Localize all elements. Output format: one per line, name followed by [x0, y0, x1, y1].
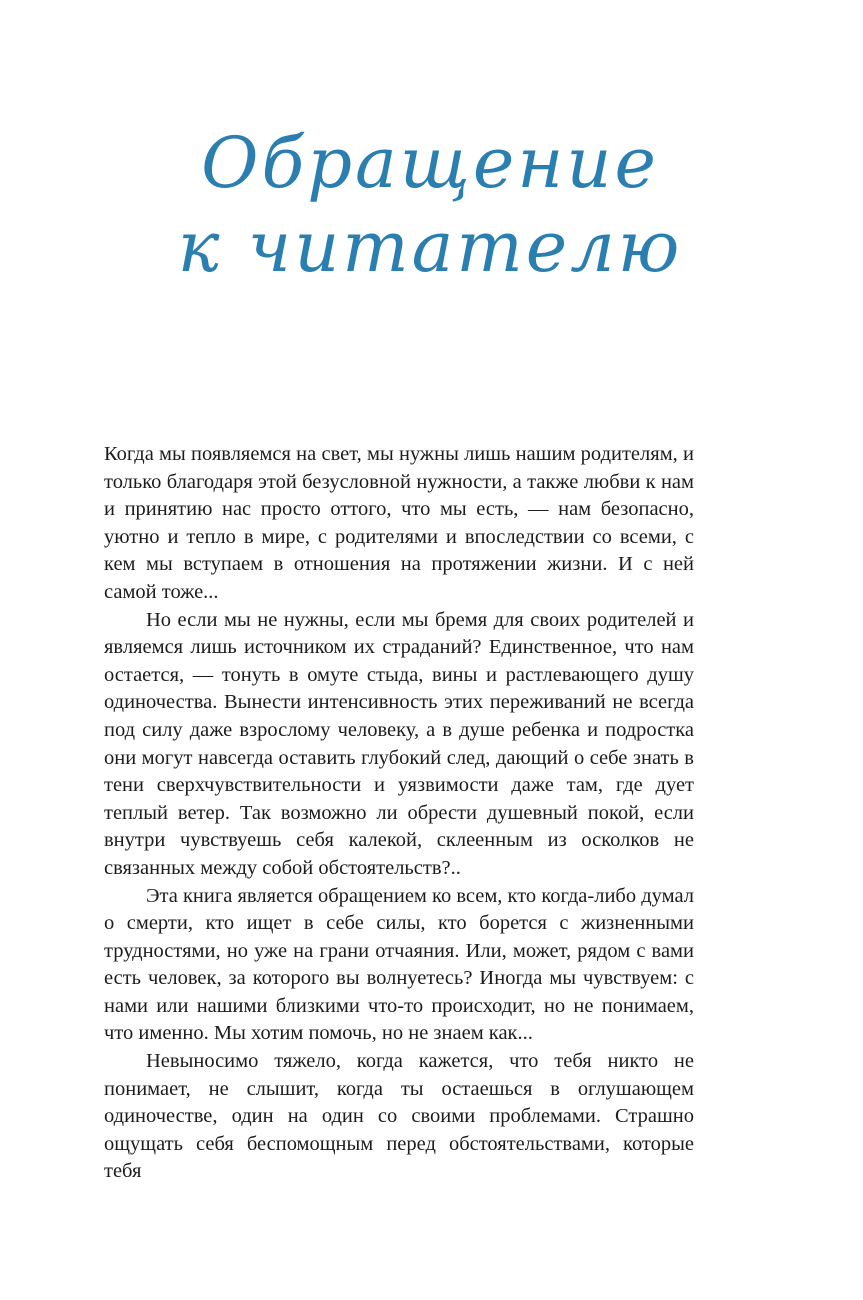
chapter-title-line-1: Обращение — [201, 122, 659, 204]
chapter-title-line-2: к читателю — [177, 206, 683, 288]
paragraph-2: Но если мы не нужны, если мы бремя для своих родителей и являемся лишь источником их страданий? Единственное, что нам остается, — тонуть в омуте стыда, вины и растлевающего душу одиночества. Вынести интенсивность этих переживаний не всегда под силу даже взрослому человеку, а в душе ребенка и подростка они могут навсегда оставить глубокий след, дающий о себе знать в тени сверхчувствительности и уязвимости даже там, где дует теплый ветер. Так возможно ли обрести душевный покой, если внутри чувствуешь себя калекой, склеенным из осколков не связанных между собой обстоятельств?.. — [104, 608, 694, 879]
body-text — [104, 441, 694, 1186]
paragraph-3: Эта книга является обращением ко всем, кто когда-либо думал о смерти, кто ищет в себе силы, кто борется с жизненными трудностями, но уже на грани отчаяния. Или, может, рядом с вами есть человек, за которого вы волнуетесь? Иногда мы чувствуем: с нами или нашими близкими что-то происходит, но не понимаем, что именно. Мы хотим помочь, но не знаем как... — [104, 884, 694, 1045]
paragraph-4: Невыносимо тяжело, когда кажется, что тебя никто не понимает, не слышит, когда ты остаешься в оглушающем одиночестве, один на один со своими проблемами. Страшно ощущать себя беспомощным перед обстоятельствами, которые тебя — [104, 1050, 694, 1183]
paragraph-1: Когда мы появляемся на свет, мы нужны лишь нашим родителям, и только благодаря этой безусловной нужности, а также любви к нам и принятию нас просто оттого, что мы есть, — нам безопасно, уютно и тепло в мире, с родителями и впоследствии со всеми, с кем мы вступаем в отношения на протяжении жизни. И с ней самой тоже... — [104, 443, 694, 603]
